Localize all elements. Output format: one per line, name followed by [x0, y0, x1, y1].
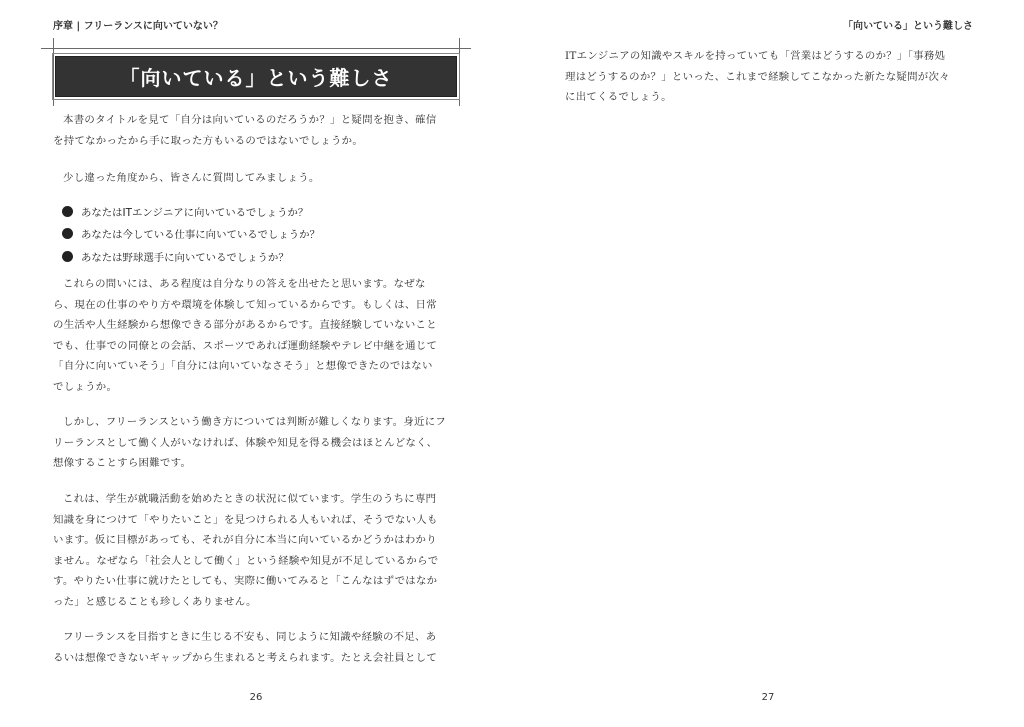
list-item: [62, 223, 462, 246]
list-item-text: あなたは今している仕事に向いているでしょうか？: [81, 229, 320, 242]
page-number-left: 26: [249, 692, 263, 703]
text-line: ら、現在の仕事のやり方や環境を体験して知っているからです。もしくは、日常: [53, 298, 437, 311]
paragraph-5: [53, 489, 461, 612]
text-line: 想像することすら困難です。: [53, 457, 192, 469]
text-line: でも、仕事での同僚との会話、スポーツであれば運動経験やテレビ中継を通じて: [53, 339, 438, 352]
text-line: 少し違った角度から、皆さんに質問してみましょう。: [63, 172, 320, 184]
chapter-title: 「向いている」という難しさ: [119, 66, 393, 90]
paragraph-1: [565, 46, 973, 108]
bullet-list: [62, 200, 462, 268]
text-line: 知識を身につけて「やりたいこと」を見つけられる人もいれば、そうでない人も: [53, 513, 438, 526]
text-line: 本書のタイトルを見て「自分は向いているのだろうか？」と疑問を抱き、確信: [63, 114, 437, 126]
text-line: ません。なぜなら「社会人として働く」という経験や知見が不足しているからで: [53, 554, 439, 567]
text-line: った」と感じることも珍しくありません。: [53, 595, 257, 608]
list-item: [62, 245, 462, 268]
bullet-icon: [62, 206, 73, 217]
text-line: 「自分に向いていそう」「自分には向いていなさそう」と想像できたのではない: [53, 360, 433, 372]
text-line: の生活や人生経験から想像できる部分があるからです。直接経験していないこと: [53, 319, 437, 331]
text-line: に出てくるでしょう。: [565, 91, 672, 103]
chapter-title-banner: [55, 56, 457, 97]
text-line: フリーランスを目指すときに生じる不安も、同じように知識や経験の不足、あ: [63, 631, 437, 643]
running-head-right: 「向いている」という難しさ: [843, 21, 973, 32]
text-line: でしょうか。: [53, 380, 118, 393]
bullet-icon: [62, 251, 73, 262]
right-page: [512, 0, 1024, 727]
text-line: ITエンジニアの知識やスキルを持っていても「営業はどうするのか？」「事務処: [565, 50, 946, 62]
running-head-left: 序章 | フリーランスに向いていない？: [53, 21, 223, 32]
paragraph-6: [53, 627, 461, 668]
text-line: これらの問いには、ある程度は自分なりの答えを出せたと思います。なぜな: [63, 278, 426, 290]
text-line: るいは想像できないギャップから生まれると考えられます。たとえ会社員として: [53, 651, 438, 664]
paragraph-4: [53, 412, 461, 474]
text-line: しかし、フリーランスという働き方については判断が難しくなります。身近にフ: [63, 416, 447, 428]
text-line: います。仮に目標があっても、それが自分に本当に向いているかどうかはわかり: [53, 534, 437, 546]
page-number-right: 27: [761, 692, 775, 703]
text-line: これは、学生が就職活動を始めたときの状況に似ています。学生のうちに専門: [63, 493, 437, 505]
text-line: リーランスとして働く人がいなければ、体験や知見を得る機会はほとんどなく、: [53, 436, 438, 449]
list-item-text: あなたは野球選手に向いているでしょうか？: [81, 251, 289, 264]
paragraph-2: [53, 168, 461, 189]
text-line: を持てなかったから手に取った方もいるのではないでしょうか。: [53, 134, 364, 147]
text-line: す。やりたい仕事に就けたとしても、実際に働いてみると「こんなはずではなか: [53, 575, 438, 587]
paragraph-1: [53, 110, 461, 151]
list-item-text: あなたはITエンジニアに向いているでしょうか？: [81, 206, 309, 219]
bullet-icon: [62, 228, 73, 239]
text-line: 理はどうするのか？」といった、これまで経験してこなかった新たな疑問が次々: [565, 70, 950, 83]
paragraph-3: [53, 274, 461, 397]
list-item: [62, 200, 462, 223]
